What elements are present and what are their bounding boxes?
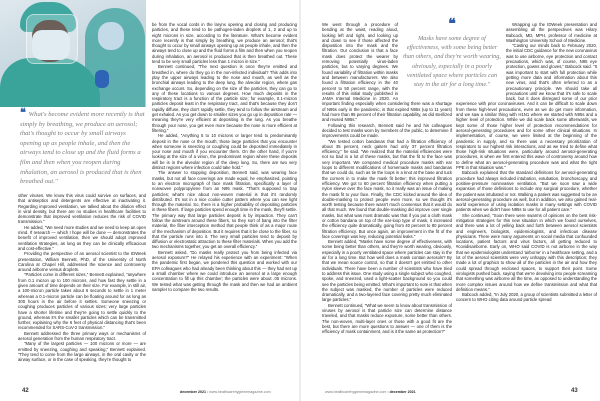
paragraph: Bennett continued, "The next question is once they're emitted and breathed in, where do they go in the non-infected individual? This adds into play the upper airways leading to the nose and mouth, as well as the bronchial airways leading to the deep lung, the alveolar region, where gas exchange occurs. So, depending on the size of the particles, they can go to any of these locations to various degrees. How much deposits in the respiratory tract is a function of the particle size; for example, 0.1-micron particles deposit least in the respiratory tract, and that's because they don't rapidly diffuse, they don't rapidly settle, they tend to follow the airstream and get exhaled. As you get down to smaller sizes you go up in deposition rate — meaning they're very efficient at depositing in the lung. As you breathe through your nose, you get even more because the nose is more efficient at filtering." [152, 64, 297, 133]
paragraph: The answer to stopping deposition, Bennett said, was wearing face masks, but not all face coverings are made equal, he emphasized, pointing to an electron micrograph of face mask filtration, specifically a layer of nonwoven polypropylene from an N95 mask. "That's supposed to trap particles; what's nice about non-woven material is that it's randomly distributed. It's not in a nice cookie cutter pattern where you can see light through the material. So, there is a higher probability of depositing particles in these fibers. If large particles spend enough time in the mask, they'll settle. The primary way that large particles deposit is by impaction. They can't follow the airstream around these fibers, so they sort of bang into the filter material, the fiber interception method that people think of as a major route of the mechanism of deposition. But it requires that it be close to the fiber, so that the particle runs into it. The very small particles tend to deposit by diffusion or electrostatic attraction to these filter materials. When you add the two mechanisms together, you get an overall efficiency." [152, 170, 297, 250]
page-number-right: 43 [571, 388, 578, 394]
healthcare-worker-photo [0, 0, 146, 107]
paragraph: Babcock added, "In July 2020, a group of scientists submitted a letter of concern to WHO citing data around particle spread [456, 292, 597, 303]
pull-quote-left [20, 107, 145, 187]
paragraph: Wrapping up the IDWeek presentation and assembling all the perspectives was Hilary Babcock, MD, MPH, professor of medicine at Washington University School of Medicine. [506, 22, 597, 43]
paragraph: "Many of the largest particles — 100 microns or more — are emitted by sneezing, coughing and speaking," Bennett explained. "They tend to come from the large airways, in the oral cavity or the airway surface, or in the case of speaking, they're thought to [18, 341, 146, 363]
footer-month: december 2021 [389, 390, 416, 394]
pull-quote-text: Masks have some degree of effectiveness, with some being better than others, and they're worth wearing, obviously, especially in a poorly ventilated space where particles can stay in the air for a long time." [403, 35, 501, 89]
quote-mark-icon: ❝ [20, 107, 29, 119]
footer-separator: • [387, 390, 389, 394]
paragraph: Bennett addressed the three primary ways or mechanisms of aerosol generation from the human respiratory tract. [18, 330, 146, 342]
paragraph: He added, "We need more studies and we need to keep an open mind. If research — which I hope will be done — demonstrates the benefit of improved ventilation, then we should adopt improved ventilation strategies, as long as they can be clinically efficacious and cost-effective." [18, 224, 146, 251]
footer-month: december 2021 [180, 390, 206, 394]
footer-url: www.healthcarehygienemagazine.com [325, 390, 387, 394]
article-column-3 [322, 22, 452, 377]
paragraph: Babcock explained that the standard definitions for aerosol-generating procedure had always included intubation, extubation, bronchoscopy, and positive-pressure noninvasive ventilation. "But we soon saw a wide expansion of those definitions to include any surgical procedure, whether the patient was intubated or not. Walking a patient was suggested to be an aerosol-generating procedure as well, but in addition, we also gained real-world experience of using isolation masks in many settings with COVID patients when we didn't have N95s to use for all patient care." [456, 170, 597, 213]
article-column-4 [456, 22, 597, 380]
paragraph: Bennett added, "Masks have some degree of effectiveness, with some being better than others, and they're worth wearing, obviously, especially in a poorly ventilated space where particles can stay in the air for a long time. But how well does a mask contain aerosols? By that we mean source control, so that it doesn't get emitted to other individuals. There have been a number of scientists who have tried to address this issue. One study using a single subject who coughed, spoke, and sneezed, used a light-scatter background so you could see the particles being emitted. What's important to note is that when the subject was masked, the number of particles were reduced dramatically, and a two-layered face covering pretty much eliminated large particles." [322, 239, 452, 303]
paragraph: "Particles come in different sizes," Bennett explained, "anywhere from 0.1 micron up to 100 microns, and how fast they settle in a given amount of time depends on their size. For example, in still air, a 100-micron particle takes about 6 seconds to settle in 1 meter whereas a 0.1-micron particle can be floating around for as long as 300 hours in the air before it settles. Someone sneezing or coughing produces particles of various sizes; very large particles have a shorter lifetime and they're going to settle quickly to the ground, whereas it's the smaller particles which can be transmitted further, explaining why the 6 feet of physical distancing that's been recommended for SARS-CoV-2 transmission." [18, 272, 146, 331]
paragraph: "Casting our minds back to February 2020, the initial CDC guidance for the new coronavirus was to use airborne, eye protection and contact precautions, which was, of course, N95 eye protection, gowns and gloves," Babcock said. "It was important to start with full protection while getting more data and information about this new virus, and that's often referred to as a precautionary principle. We should take all precautions until we know that it's safe to scale back, but it does disregard some of our prior experience with prior coronaviruses. And it can be difficult to scale down from these high-level precautions, even as we do get more information, and we saw a similar thing with H1N1 where we started with N95s and a higher level of protection. While we did scale back some afterwards, we kept some of those higher level of protection recommendations for aerosol-generating procedures and for some other clinical situations. In implementation, of course, we were limited at the beginning of the pandemic in supply, and so there was a necessary prioritization of respirators to our highest risk interactions, and as we tried to define what those high-risk situations were, particularly around aerosol-generating procedures, is when we first entered this wave of controversy around how to define what an aerosol-generating procedure was and what the right PPE in that situation was." [456, 43, 597, 171]
paragraph: Bennett asked, "Do masks really protect you from being infected via aerosol exposure?" He relayed his experience with an experiment: "When the pandemic first began, we pondered this question and worked with our EPA colleagues who had already been thinking about this — they had set up a small chamber where we could introduce an aerosol at a large enough concentration to fill up this chamber; the particles were about .05 microns. We tested what was getting through the mask and then we had an ambient sampler to compare the two results. [152, 249, 297, 292]
paragraph: "We tested cotton bandanas that had a filtration efficiency of about 35 percent, neck gaiters had only 37 percent filtration efficiency," he said. "We realized that the material efficiencies were not so bad in a lot of these masks, but that the fit to the face was very important. We compared medical procedure masks with ear loops to different modifications of homemade masks and bandanas that we could do, such as tie the loops in a knot at the base and tuck the corners in to make the mask fit better; this improved filtration efficiency. We got to 60 percent filtration efficiency when putting a nylon sleeve over the face mask, so it really was an issue of making the mask fit to your face. Finally, the CDC kicked around the idea of double-masking to protect people even more, so we thought it's worth testing because there wasn't much consensus that it would do all that much. We found that double-masking did improve over single masks, but what was most dramatic was that if you put a cloth mask or cotton bandana on top of the ear-loop type of mask, it increased the efficiency quite dramatically, going from 40 percent to 80 percent filtration efficiency. But once again, an improvement in the fit of the face coverings was key, reducing potential leaks." [322, 138, 452, 239]
paragraph: Following this research, Bennett said he and his colleagues decided to test masks worn by members of the public, to determine if improvements could be made. [322, 122, 452, 139]
pull-quote-text: What's become evident more recently is that simply by breathing, we produce an aerosol; that's thought to occur by small airways opening up as people inhale, and then the airways tend to close up and the fluid forms a film and then when you reopen during inhalation, an aerosol is produced that is then breathed out." [20, 111, 145, 186]
paragraph: She continued, "Soon there were swarms of opinions on the best risk-mitigation strategies for this new situation in which we found ourselves, and there was a lot of yelling back and forth between aerosol scientists and engineers, biologists, epidemiologists, and infectious disease physicians. There were many arguments on social media that confounded locations, patient factors and virus factors, all getting reduced to #covidisairborne. Early on, WHO said COVID is not airborne in the way that we epidemiologists understand 'airborne' in a healthcare setting, and a lot of the aerosol scientists were very unhappy with this description; they made a lot of graphics to show all of the particles in the air and how they could spread through enclosed spaces, to support their point. Some virologists pushed back, saying that we're devolving into people screaming that something was airborne all the time, as opposed to understanding the more complex issues around how we define transmission and what that definition means." [456, 212, 597, 292]
quote-mark-icon: ❝ [448, 17, 456, 32]
footer-left [180, 390, 271, 394]
paragraph: We went through a procedure of bending at the waist, reading aloud, looking left and right, and looking up and down to see if those affected the disposition into the mask and the filtration. Our conclusion is that a face mask does protect the wearer by removing potentially virus-laden particles, but to varying degrees. We found variability of filtration within masks and between manufacturers. We also found a filtration efficiency in the 40 percent to 50 percent range, with the results of this initial study published in JAMA Internal Medicine in 2020. An important finding especially when considering there was a shortage of N95s early in the pandemic, is that expired N95s (up to 11 years) had more than 95 percent of their filtration capability, as did sterilized and reused N95s." [322, 22, 452, 123]
article-column-1 [18, 193, 146, 378]
paragraph: He added, "Anything 5 to 10 microns or larger tend to predominantly deposit in the nose or the mouth; those large particles that you encounter when someone is sneezing or coughing could be deposited immediately in your nose and mouth if you encounter them. On the other hand, if you're looking at the size of a virion, the predominant region where these deposits will be is in the alveolar region of the deep lung. So, there are two very distinct regions where infection could take hold." [152, 133, 297, 171]
footer-separator: • [206, 390, 209, 394]
footer-url: www.healthcarehygienemagazine.com [209, 390, 271, 394]
paragraph: Providing the perspective of an aerosol scientist to the IDWeek presentation, William Bennett, PhD, of the University of North Carolina at Chapel Hill, addressed the science and controversy around airborne versus droplets. [18, 251, 146, 273]
page-number-left: 42 [22, 388, 29, 394]
paragraph: be from the vocal cords in the larynx opening and closing and producing particles, and these tend to be pathogen-laden droplets of 1, 2 and up to eight microns in size, according to the literature. What's become evident more recently is that simply by breathing, we produce an aerosol; that's thought to occur by small airways opening up as people inhale, and then the airways tend to close up and the fluid forms a film and then when you reopen during inhalation, an aerosol is produced that is then breathed out. These tend to be very small particles less than 1 micron in size." [152, 22, 297, 65]
paragraph: Bennett continued, "What we seem to know about transmission of viruses by aerosol is that particle size can determine distance traveled, and that masks reduce exposure, some better than others. The non-woven, multi-layer ones or those with a good fit are the best, but there are more questions to answer — one of them is the efficiency of mask containment, and is it the same as protection?" [322, 302, 452, 335]
footer-right [325, 390, 416, 394]
paragraph: other viruses. We know this virus could survive on surfaces, and that antiseptics and detergents are effective at inactivating it. Regarding improved ventilation, we talked about the dilution effect in viral density, but there are no studies in healthcare facilities to demonstrate that improved ventilation reduces the risk of COVID transmission." [18, 193, 146, 225]
page-gutter [299, 0, 301, 401]
article-column-2 [152, 22, 297, 380]
